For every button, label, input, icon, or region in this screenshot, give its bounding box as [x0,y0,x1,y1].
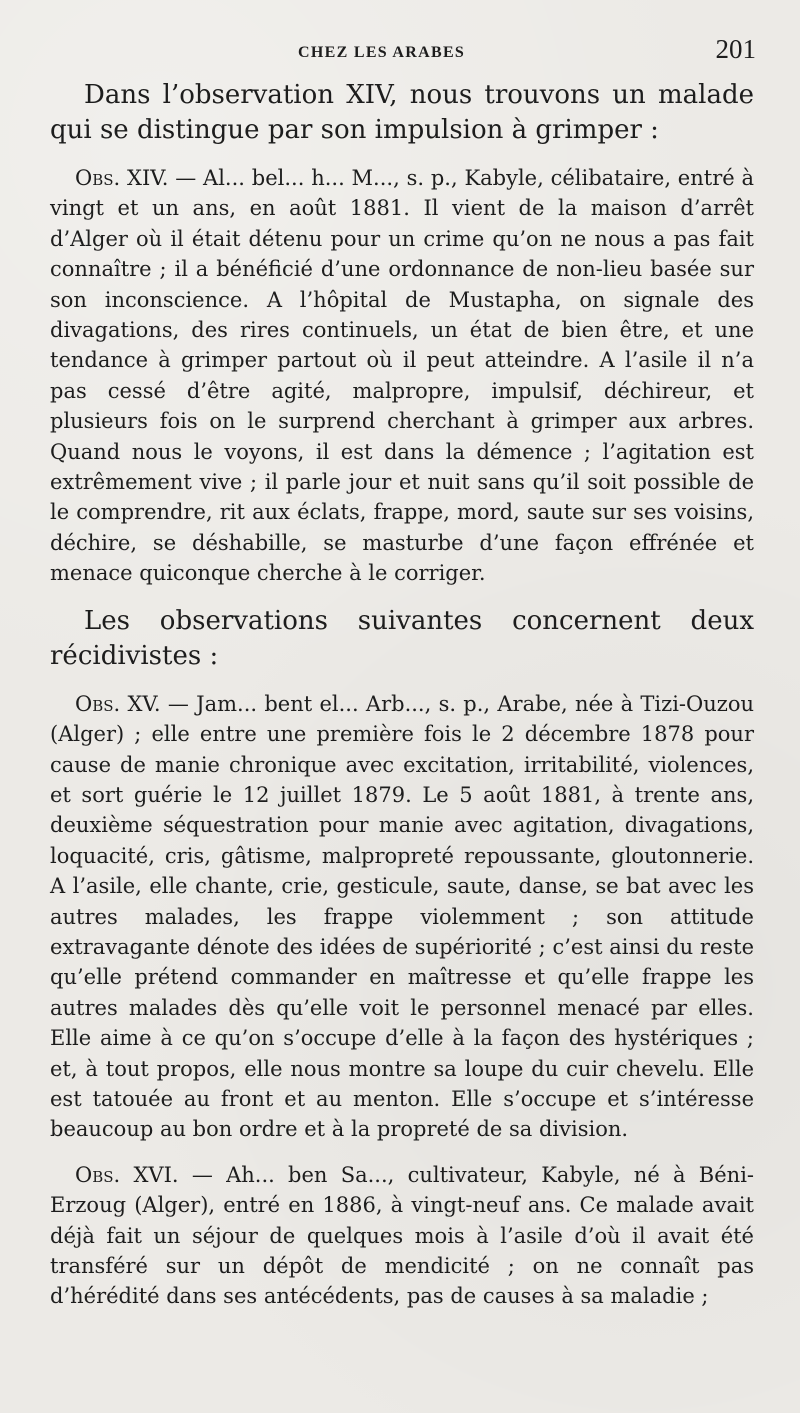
section-intro: Les observations suivantes concernent deux récidivistes : [50,605,754,671]
observation-text: — Jam... bent el... Arb..., s. p., Arabe, née à Tizi-Ouzou (Alger) ; elle entre une première fois le 2 décembre 1878 pour cause de manie chronique avec excitation, irritabilité, violences, et sort guérie le 12 juillet 1879. Le 5 août 1881, à trente ans, deuxième séquestration pour manie avec agitation, divagations, loquacité, cris, gâtisme, malpropreté repoussante, gloutonnerie. A l’asile, elle chante, crie, gesticule, saute, danse, se bat avec les autres malades, les frappe violemment ; son attitude extravagante dénote des idées de supériorité ; c’est ainsi du reste qu’elle prétend commander en maîtresse et qu’elle frappe les autres malades dès qu’elle voit le personnel menacé par elles. Elle aime à ce qu’on s’occupe d’elle à la façon des hystériques ; et, à tout propos, elle nous montre sa loupe du cuir chevelu. Elle est tatouée au front et au menton. Elle s’occupe et s’intéresse beaucoup au bon ordre et à la propreté de sa division. [50,691,754,1142]
observation-text: — Al... bel... h... M..., s. p., Kabyle, célibataire, entré à vingt et un ans, en août 1881. Il vient de la maison d’arrêt d’Alger où il était détenu pour un crime qu’on ne nous a pas fait connaître ; il a bénéficié d’une ordonnance de non-lieu basée sur son inconscience. A l’hôpital de Mustapha, on signale des divagations, des rires continuels, un état de bien être, et une tendance à grimper partout où il peut atteindre. A l’asile il n’a pas cessé d’être agité, malpropre, impulsif, déchireur, et plusieurs fois on le surprend cherchant à grimper aux arbres. Quand nous le voyons, il est dans la démence ; l’agitation est extrêmement vive ; il parle jour et nuit sans qu’il soit possible de le comprendre, rit aux éclats, frappe, mord, saute sur ses voisins, déchire, se déshabille, se masturbe d’une façon effrénée et menace quiconque cherche à le corriger. [50,166,755,586]
observation-xiv [50,163,754,589]
observation-xv [50,689,754,1145]
intro-paragraph: Dans l’observation XIV, nous trouvons un malade qui se distingue par son impulsion à grimper : [50,80,754,145]
page-number: 201 [715,34,756,64]
page-header [50,30,754,76]
observation-text: — Ah... ben Sa..., cultivateur, Kabyle, né à Béni-Erzoug (Alger), entré en 1886, à vingt-neuf ans. Ce malade avait déjà fait un séjour de quelques mois à l’asile d’où il avait été transféré sur un dépôt de mendicité ; on ne connaît pas d’hérédité dans ses antécédents, pas de causes à sa maladie ; [50,1162,755,1309]
running-head: CHEZ LES ARABES [298,44,466,61]
observation-label: Obs. XIV. [75,166,169,190]
observation-label: Obs. XV. [75,691,161,716]
observation-label: Obs. XVI. [75,1162,179,1187]
observation-xvi [50,1160,754,1312]
